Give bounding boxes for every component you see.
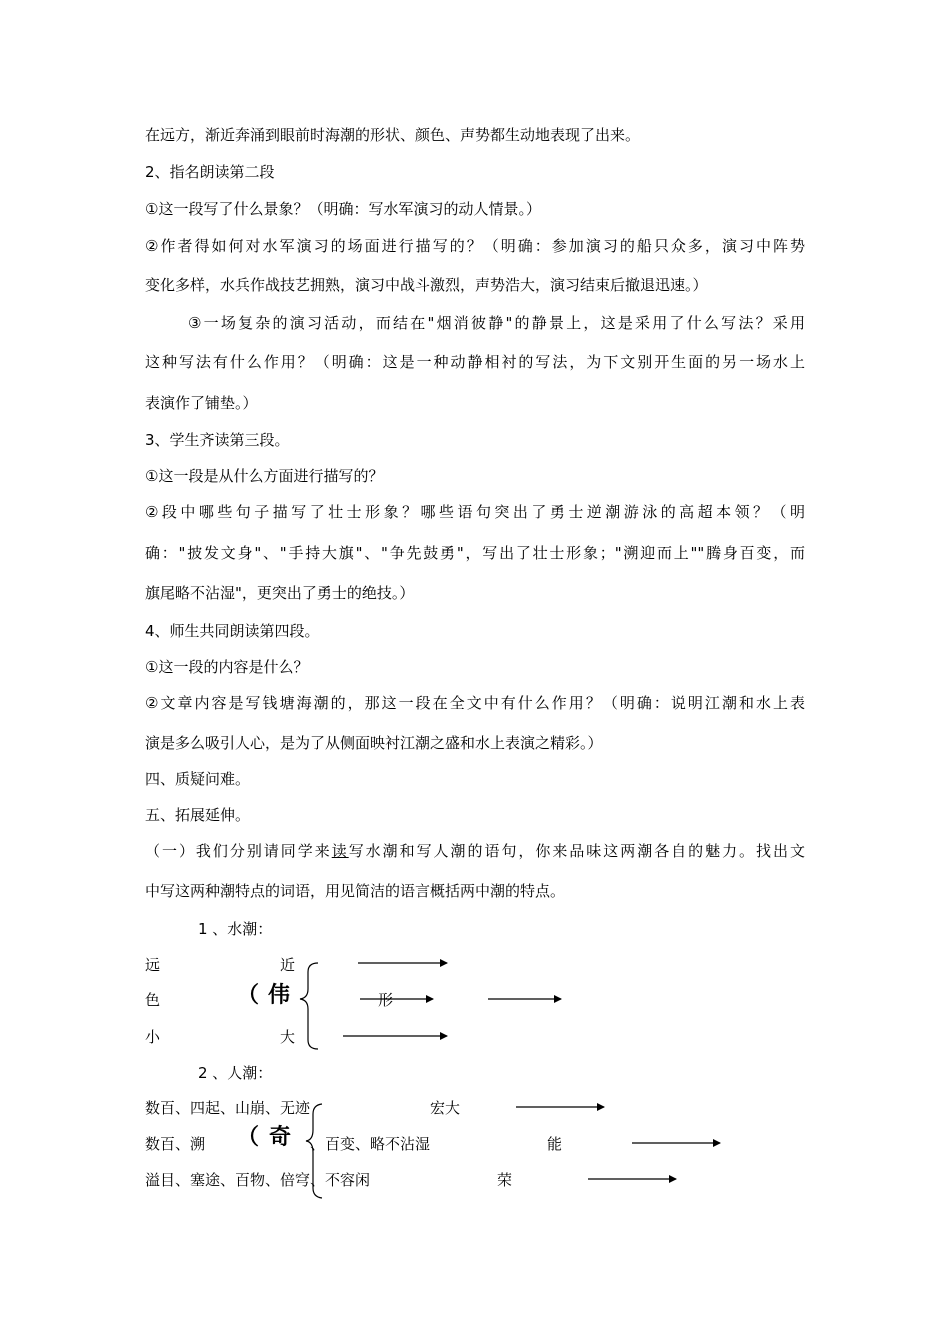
water-left-word: 小 <box>145 1028 161 1046</box>
human-brace <box>306 1104 322 1198</box>
extension-underlined-word: 读 <box>331 842 349 860</box>
water-right-word: 大 <box>280 1028 296 1046</box>
text-line: 确："披发文身"、"手持大旗"、"争先鼓勇"，写出了壮士形象；"溯迎而上""腾身百变，而 <box>145 544 805 562</box>
section-heading: 五、拓展延伸。 <box>145 806 251 824</box>
question-item: ①这一段是从什么方面进行描写的？ <box>145 467 384 485</box>
water-tide-char: 伟 <box>268 983 291 1008</box>
question-item: ②作者得如何对水军演习的场面进行描写的？（明确：参加演习的船只众多，演习中阵势 <box>145 237 805 255</box>
question-item: ③一场复杂的演习活动，而结在"烟消彼静"的静景上，这是采用了什么写法？采用 <box>188 314 805 332</box>
section-heading: 2、指名朗读第二段 <box>145 163 275 181</box>
text-line: 中写这两种潮特点的词语，用见简洁的语言概括两中潮的特点。 <box>145 882 566 900</box>
human-row-words: 数百、溯 <box>145 1135 206 1153</box>
water-tide-heading: 1 、水潮： <box>198 920 273 938</box>
water-paren: （ <box>237 983 260 1008</box>
human-paren: （ <box>237 1125 260 1150</box>
section-heading: 4、师生共同朗读第四段。 <box>145 622 320 640</box>
section-heading: 3、学生齐读第三段。 <box>145 431 290 449</box>
human-row-result: 能 <box>547 1135 563 1153</box>
human-tide-char: 奇 <box>266 1125 294 1151</box>
text-line: 变化多样，水兵作战技艺拥熟，演习中战斗激烈，声势浩大，演习结束后撤退迅速。） <box>145 276 708 294</box>
water-right-word: 形 <box>378 991 394 1009</box>
human-row-result: 宏大 <box>430 1099 461 1117</box>
text-line: 这种写法有什么作用？（明确：这是一种动静相衬的写法，为下文别开生面的另一场水上 <box>145 353 805 371</box>
human-row-words: 数百、四起、山崩、无迹 <box>145 1099 311 1117</box>
extension-text-after: 写水潮和写人潮的语句，你来品味这两潮各自的魅力。找出文 <box>348 842 805 860</box>
extension-text-before: （一）我们分别请同学来 <box>145 842 332 860</box>
water-right-word: 近 <box>280 956 296 974</box>
human-row-words: 、百变、略不沾湿 <box>310 1135 431 1153</box>
human-row-result: 荣 <box>497 1171 513 1189</box>
water-left-word: 色 <box>145 991 161 1009</box>
question-item: ①这一段的内容是什么？ <box>145 658 309 676</box>
text-line: 表演作了铺垫。） <box>145 394 258 412</box>
question-item: ②文章内容是写钱塘海潮的，那这一段在全文中有什么作用？（明确：说明江潮和水上表 <box>145 694 805 712</box>
water-brace <box>300 963 318 1049</box>
human-row-words: 溢目、塞途、百物、倍穹、不容闲 <box>145 1171 371 1189</box>
text-line: 演是多么吸引人心，是为了从侧面映衬江潮之盛和水上表演之精彩。） <box>145 734 603 752</box>
text-line: 旗尾略不沾湿"，更突出了勇士的绝技。） <box>145 584 415 602</box>
water-left-word: 远 <box>145 956 161 974</box>
section-heading: 四、质疑问难。 <box>145 770 251 788</box>
question-item: ①这一段写了什么景象？（明确：写水军演习的动人情景。） <box>145 200 541 218</box>
human-tide-heading: 2 、人潮： <box>198 1064 273 1082</box>
text-line: 在远方，渐近奔涌到眼前时海潮的形状、颜色、声势都生动地表现了出来。 <box>145 126 641 144</box>
question-item: ②段中哪些句子描写了壮士形象？哪些语句突出了勇士逆潮游泳的高超本领？（明 <box>145 503 805 521</box>
